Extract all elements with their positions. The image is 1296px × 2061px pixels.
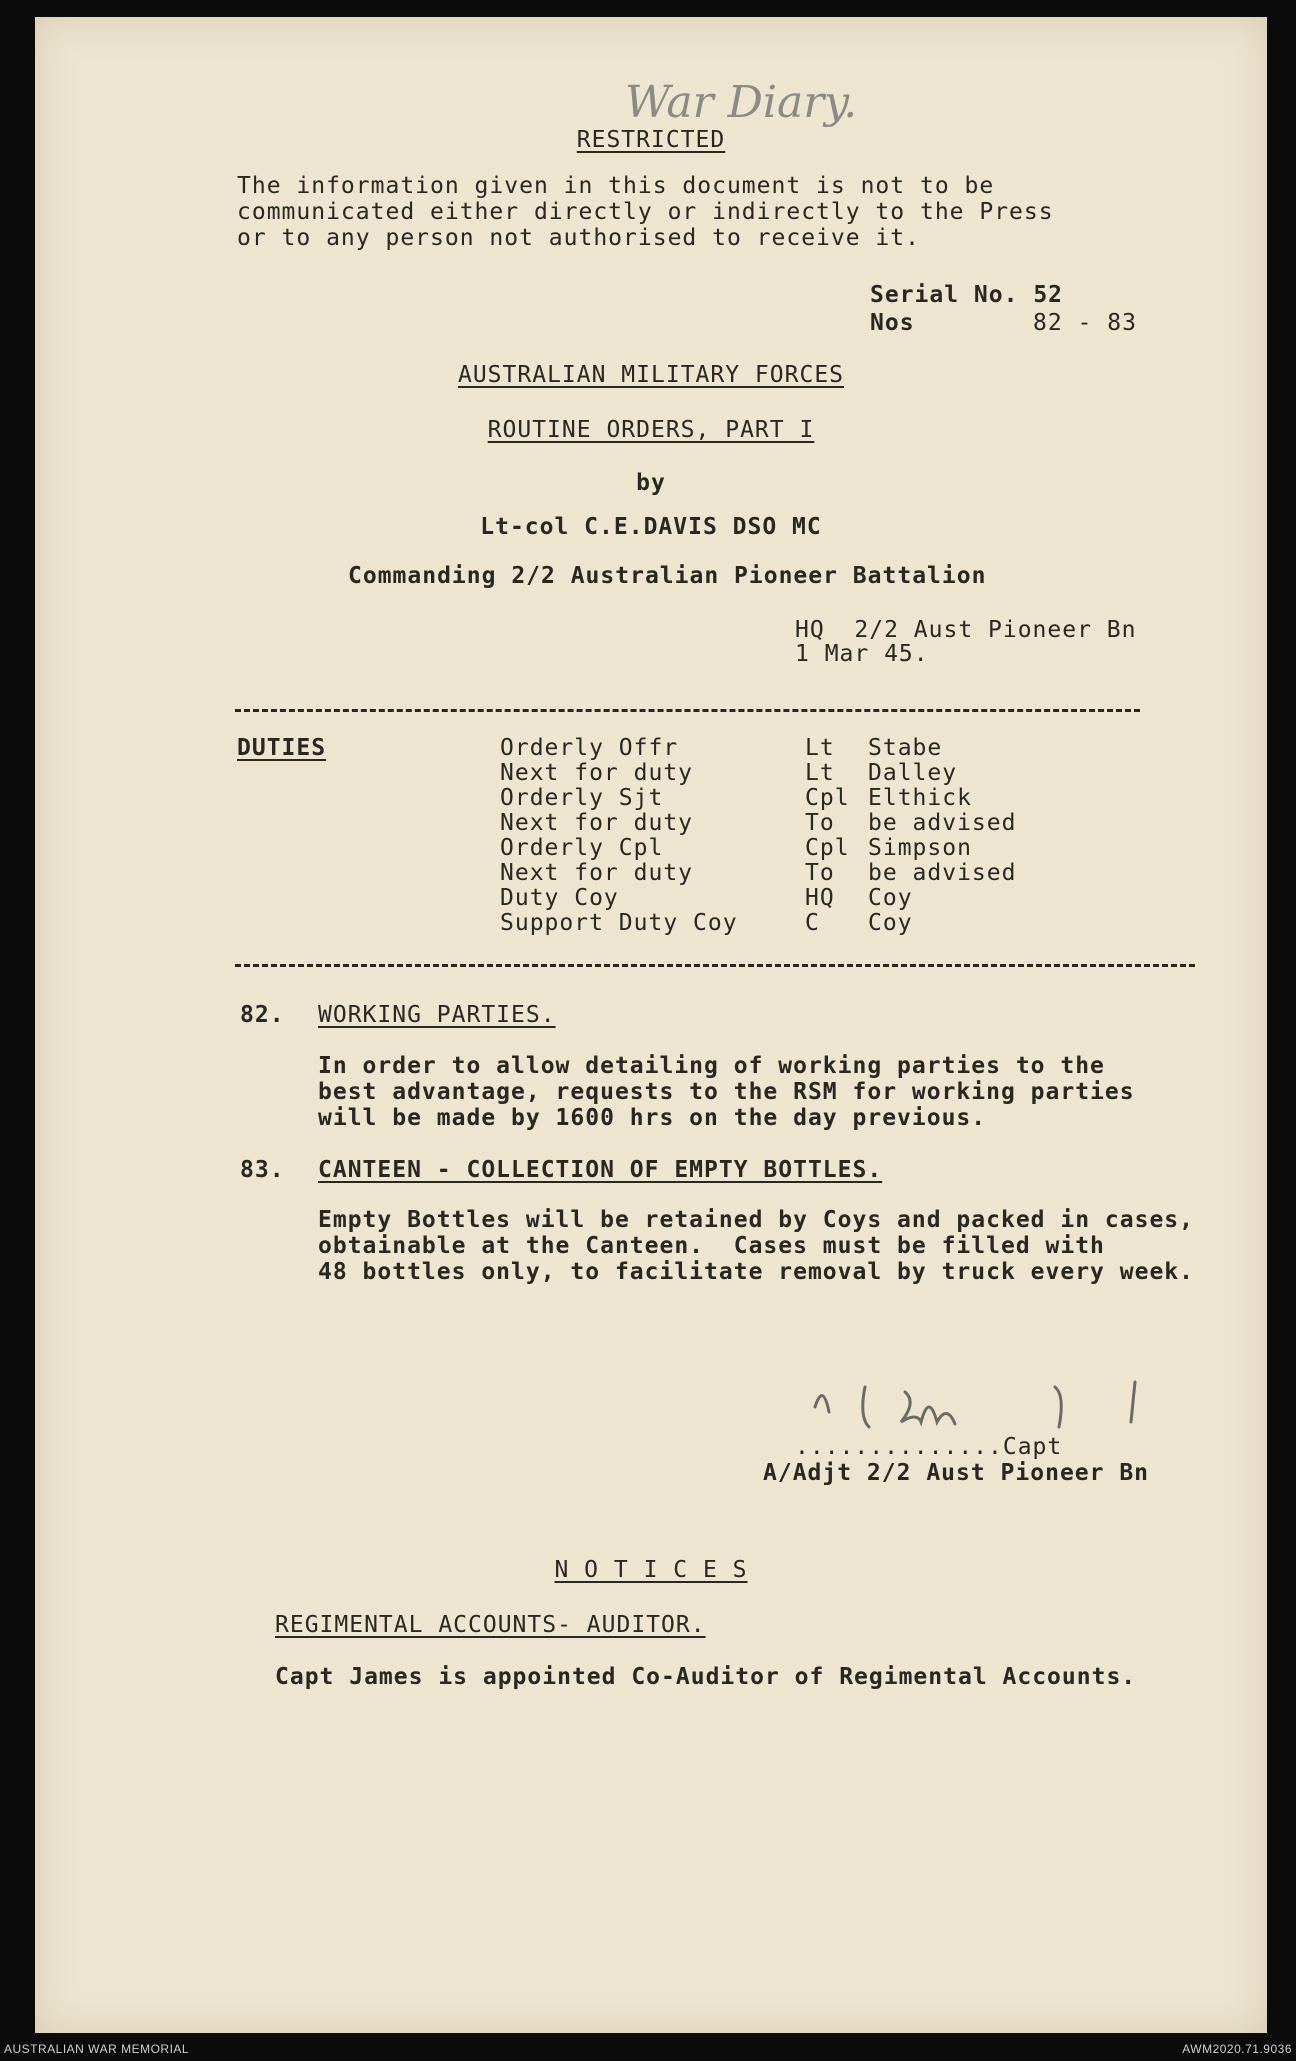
signature-appointment: A/Adjt 2/2 Aust Pioneer Bn (763, 1460, 1150, 1486)
handwritten-war-diary-note: War Diary. (625, 77, 858, 128)
order-83-heading: CANTEEN - COLLECTION OF EMPTY BOTTLES. (318, 1157, 883, 1183)
duty-role: Next for duty (500, 810, 694, 836)
order-83-line-1: Empty Bottles will be retained by Coys and packed in cases, (318, 1207, 1194, 1233)
title-command: Commanding 2/2 Australian Pioneer Battalion (348, 563, 987, 589)
duty-name: Coy (868, 885, 913, 911)
footer-archive-ref: AWM2020.71.9036 (1182, 2042, 1292, 2056)
restricted-heading: RESTRICTED (576, 127, 726, 153)
order-82-line-1: In order to allow detailing of working parties to the (318, 1053, 1105, 1079)
order-82-number: 82. (240, 1002, 285, 1028)
order-83-number: 83. (240, 1157, 285, 1183)
duty-name: be advised (868, 810, 1017, 836)
duty-name: be advised (868, 860, 1017, 886)
document-page (35, 17, 1267, 2033)
duty-rank: To (805, 860, 835, 886)
divider-top (235, 709, 1140, 712)
duty-name: Dalley (868, 760, 958, 786)
origin-hq: HQ 2/2 Aust Pioneer Bn (795, 617, 1137, 643)
title-by: by (636, 470, 666, 496)
duty-rank: To (805, 810, 835, 836)
duty-name: Simpson (868, 835, 972, 861)
title-forces: AUSTRALIAN MILITARY FORCES (457, 362, 845, 388)
duty-role: Orderly Offr (500, 735, 679, 761)
order-83-line-2: obtainable at the Canteen. Cases must be filled with (318, 1233, 1105, 1259)
duty-name: Coy (868, 910, 913, 936)
duty-role: Duty Coy (500, 885, 619, 911)
duty-role: Orderly Cpl (500, 835, 664, 861)
duties-heading: DUTIES (237, 735, 327, 761)
nos-label: Nos (870, 310, 915, 336)
duty-role: Orderly Sjt (500, 785, 664, 811)
duty-rank: Cpl (805, 785, 850, 811)
title-commander: Lt-col C.E.DAVIS DSO MC (480, 514, 822, 540)
serial-number: Serial No. 52 (870, 282, 1064, 308)
notices-subheading: REGIMENTAL ACCOUNTS- AUDITOR. (275, 1612, 706, 1638)
duty-role: Next for duty (500, 760, 694, 786)
origin-date: 1 Mar 45. (795, 641, 929, 667)
restriction-line-2: communicated either directly or indirectly to the Press (237, 199, 1054, 225)
duty-name: Elthick (868, 785, 972, 811)
order-82-heading: WORKING PARTIES. (318, 1002, 556, 1028)
duty-rank: HQ (805, 885, 835, 911)
divider-bottom (235, 964, 1195, 967)
nos-value: 82 - 83 (1033, 310, 1137, 336)
duty-rank: C (805, 910, 820, 936)
order-82-line-3: will be made by 1600 hrs on the day previous. (318, 1105, 987, 1131)
duty-role: Support Duty Coy (500, 910, 738, 936)
duty-name: Stabe (868, 735, 943, 761)
signature-rank: ..............Capt (795, 1434, 1063, 1460)
duty-role: Next for duty (500, 860, 694, 886)
duty-rank: Lt (805, 735, 835, 761)
title-routine-orders: ROUTINE ORDERS, PART I (487, 417, 815, 443)
order-82-line-2: best advantage, requests to the RSM for working parties (318, 1079, 1135, 1105)
footer-archive-name: AUSTRALIAN WAR MEMORIAL (4, 2042, 190, 2056)
notices-heading: N O T I C E S (554, 1557, 748, 1583)
restriction-line-1: The information given in this document is not to be (237, 173, 995, 199)
duty-rank: Cpl (805, 835, 850, 861)
notices-text: Capt James is appointed Co-Auditor of Regimental Accounts. (275, 1664, 1137, 1690)
order-83-line-3: 48 bottles only, to facilitate removal by truck every week. (318, 1259, 1194, 1285)
duty-rank: Lt (805, 760, 835, 786)
restriction-line-3: or to any person not authorised to receive it. (237, 225, 920, 251)
